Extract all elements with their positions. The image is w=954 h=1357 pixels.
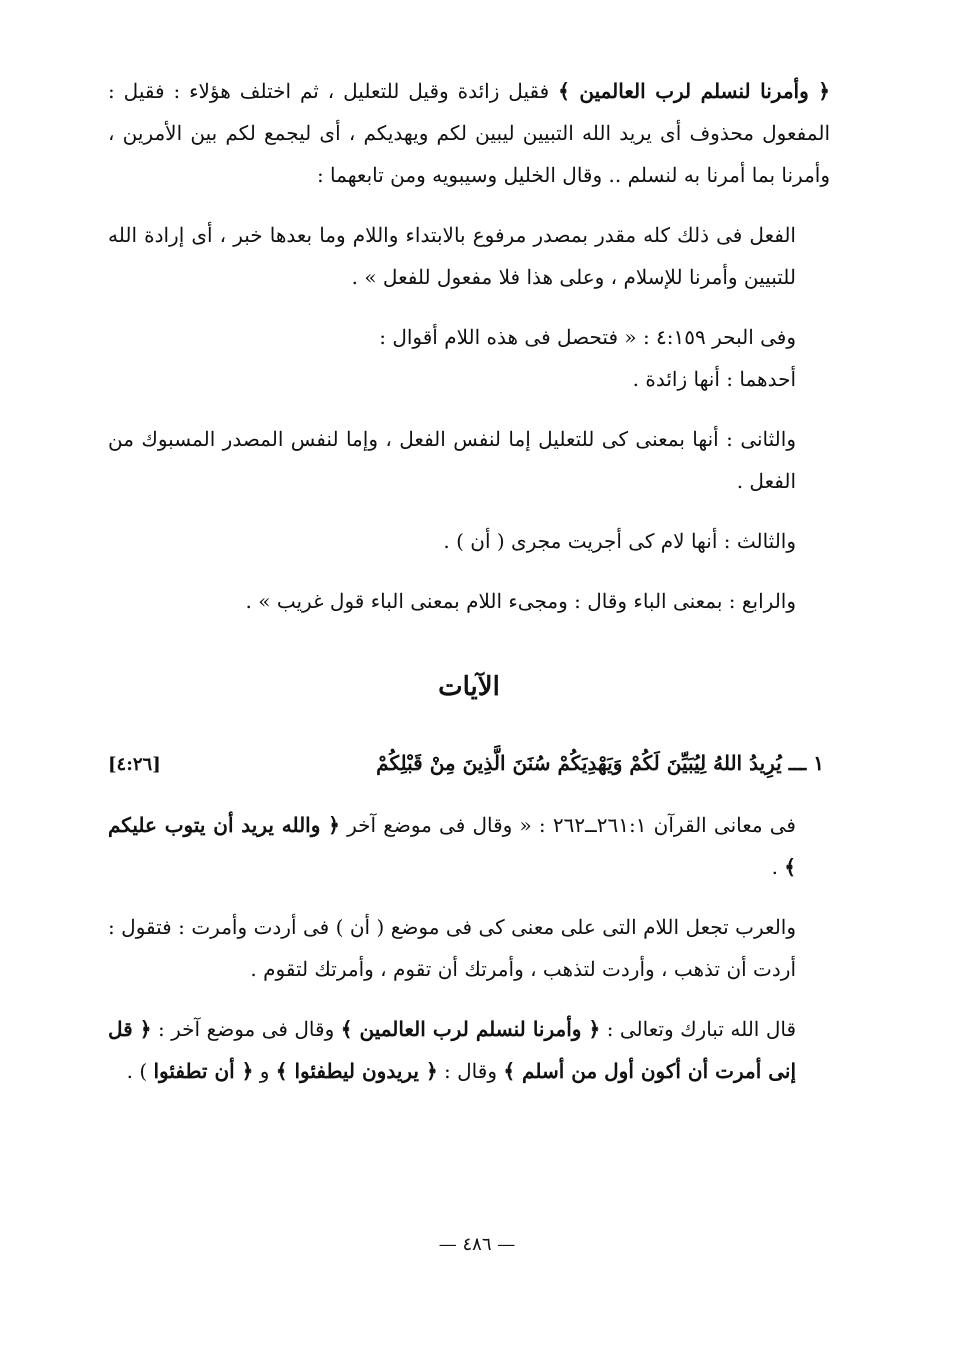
paragraph-7 bbox=[108, 804, 830, 888]
quran-quote: ﴿ يريدون ليطفئوا ﴾ bbox=[275, 1059, 438, 1083]
verse-line bbox=[108, 742, 830, 786]
paragraph-3 bbox=[108, 316, 830, 400]
paragraph-3-line-1: وفى البحر ٤:١٥٩ : « فتحصل فى هذه اللام أقوال : bbox=[379, 325, 796, 349]
paragraph-9-text-2: وقال فى موضع آخر : bbox=[151, 1017, 341, 1041]
quran-quote: ﴿ وأمرنا لنسلم لرب العالمين ﴾ bbox=[558, 79, 830, 103]
paragraph-4: والثانى : أنها بمعنى كى للتعليل إما لنفس الفعل ، وإما لنفس المصدر المسبوك من الفعل . bbox=[108, 427, 796, 493]
paragraph-9-text-1: قال الله تبارك وتعالى : bbox=[600, 1017, 797, 1041]
page-number: — ٤٨٦ — bbox=[438, 1234, 516, 1255]
paragraph-2: الفعل فى ذلك كله مقدر بمصدر مرفوع بالابتداء واللام وما بعدها خبر ، أى إرادة الله للتبيين وأمرنا للإسلام ، وعلى هذا فلا مفعول للفعل » . bbox=[108, 223, 796, 289]
page-body bbox=[108, 70, 830, 1092]
paragraph-9-text-4: و bbox=[253, 1059, 276, 1083]
paragraph-5: والثالث : أنها لام كى أجريت مجرى ( أن ) . bbox=[443, 529, 796, 553]
section-heading: الآيات bbox=[438, 672, 500, 702]
paragraph-7-end: . bbox=[771, 855, 785, 879]
verse-text: ١ ـــ يُرِيدُ اللهُ لِيُبَيِّنَ لَكُمْ وَيَهْدِيَكُمْ سُنَنَ الَّذِينَ مِنْ قَبْلِكُمْ bbox=[376, 751, 824, 775]
quran-quote: ﴿ وأمرنا لنسلم لرب العالمين ﴾ bbox=[340, 1017, 601, 1041]
paragraph-1-text: فقيل زائدة وقيل للتعليل ، ثم اختلف هؤلاء : فقيل : المفعول محذوف أى يريد الله التبيين ليبين لكم ويهديكم ، أى ليجمع لكم بين الأمرين ، وأمرنا بما أمرنا به لنسلم .. وقال الخليل وسيبويه ومن تابعهما : bbox=[108, 79, 830, 187]
paragraph-1 bbox=[108, 70, 830, 196]
paragraph-3-line-2: أحدهما : أنها زائدة . bbox=[632, 367, 796, 391]
paragraph-7-text: فى معانى القرآن ٢٦١:١ــ٢٦٢ : « وقال فى موضع آخر bbox=[339, 813, 796, 837]
quran-quote: ﴿ قل إنى أمرت أن أكون أول من أسلم ﴾ bbox=[108, 1017, 796, 1083]
verse-reference: [٤:٢٦] bbox=[108, 754, 161, 775]
quran-quote: ﴿ والله يريد أن يتوب عليكم ﴾ bbox=[108, 813, 796, 879]
paragraph-6: والرابع : بمعنى الباء وقال : ومجىء اللام بمعنى الباء قول غريب » . bbox=[245, 589, 796, 613]
quran-quote: ﴿ أن تطفئوا bbox=[153, 1059, 254, 1083]
paragraph-8: والعرب تجعل اللام التى على معنى كى فى موضع ( أن ) فى أردت وأمرت : فتقول : أردت أن تذهب ، وأردت لتذهب ، وأمرتك أن تقوم ، وأمرتك لتقوم . bbox=[108, 915, 796, 981]
paragraph-9-text-3: وقال : bbox=[437, 1059, 504, 1083]
paragraph-9-end: ) . bbox=[126, 1059, 154, 1083]
paragraph-9 bbox=[108, 1008, 830, 1092]
